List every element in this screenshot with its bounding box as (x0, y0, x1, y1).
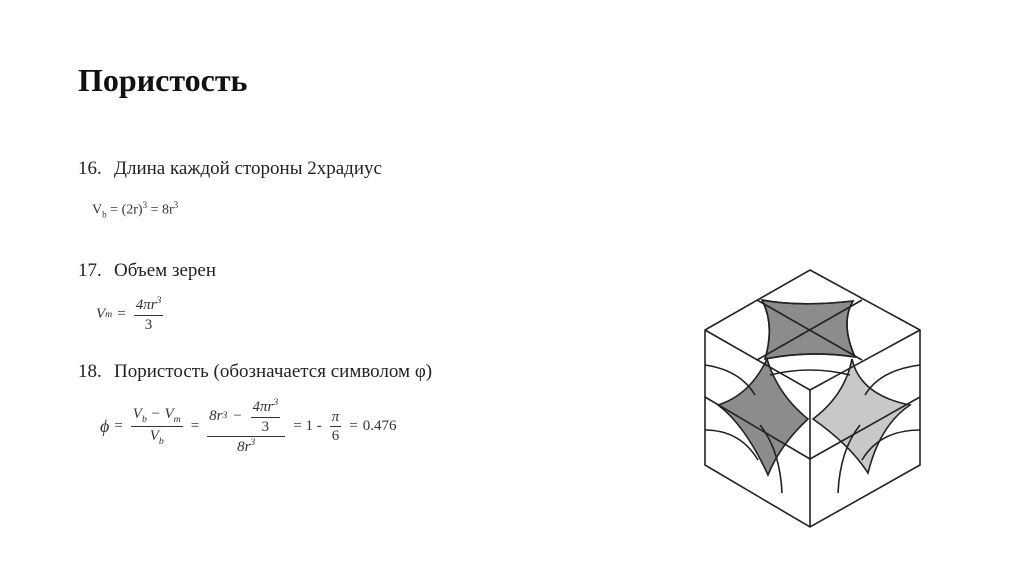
formula-result: 0.476 (362, 418, 397, 435)
item-number: 18. (78, 361, 102, 382)
formula-operator: = (349, 418, 358, 435)
list-item (78, 361, 432, 383)
slide-title: Пористость (78, 62, 248, 98)
formula-operator: = (114, 418, 123, 435)
formula-subscript: m (105, 309, 113, 320)
formula-symbol: V (92, 202, 103, 218)
formula-exponent: 3 (173, 200, 179, 210)
formula-fraction (330, 409, 342, 445)
formula-volume-box (92, 200, 178, 219)
formula-text: 8r (237, 439, 251, 455)
formula-operator: = (190, 418, 200, 435)
formula-exponent: 3 (273, 397, 279, 408)
item-number: 17. (78, 260, 102, 281)
fraction-denominator: 3 (144, 316, 153, 333)
formula-subscript: b (141, 413, 147, 425)
formula-exponent: 3 (142, 200, 148, 210)
list-item (78, 260, 216, 282)
formula-exponent: 3 (222, 410, 228, 422)
cube-packing-diagram (700, 265, 930, 545)
formula-porosity (100, 398, 396, 456)
fraction-numerator: 4πr (135, 297, 157, 313)
fraction-numerator: π (330, 409, 342, 428)
formula-symbol: ϕ (100, 416, 110, 437)
left-pore-shade (718, 359, 808, 475)
formula-fraction (251, 398, 281, 435)
formula-subscript: b (158, 436, 164, 448)
item-text: Объем зерен (114, 260, 216, 281)
formula-fraction (131, 406, 183, 448)
fraction-numerator: 4πr (252, 399, 274, 415)
formula-text: 8r (209, 408, 223, 425)
item-text: Пористость (обозначается символом φ) (114, 361, 433, 382)
fraction-denominator: 6 (331, 428, 340, 445)
formula-operator: = 1 - (293, 418, 322, 435)
formula-symbol: V (132, 405, 142, 422)
formula-subscript: m (173, 413, 181, 425)
formula-grain-volume (96, 296, 166, 333)
item-number: 16. (78, 158, 102, 179)
formula-subscript: b (102, 209, 107, 220)
formula-operator: = (117, 306, 126, 322)
formula-symbol: V (96, 306, 106, 322)
formula-operator: − (150, 405, 161, 422)
right-pore-shade (813, 359, 910, 473)
formula-text: = 8r (150, 202, 174, 218)
formula-text: = (2r) (110, 202, 143, 218)
formula-symbol: V (149, 428, 159, 445)
list-item (78, 158, 382, 180)
formula-exponent: 3 (250, 437, 256, 448)
item-text: Длина каждой стороны 2храдиус (114, 158, 382, 179)
fraction-denominator: 3 (261, 418, 270, 435)
formula-exponent: 3 (156, 295, 162, 306)
formula-operator: − (232, 408, 243, 425)
formula-fraction (134, 296, 164, 333)
formula-symbol: V (164, 405, 174, 422)
formula-fraction (207, 398, 285, 456)
